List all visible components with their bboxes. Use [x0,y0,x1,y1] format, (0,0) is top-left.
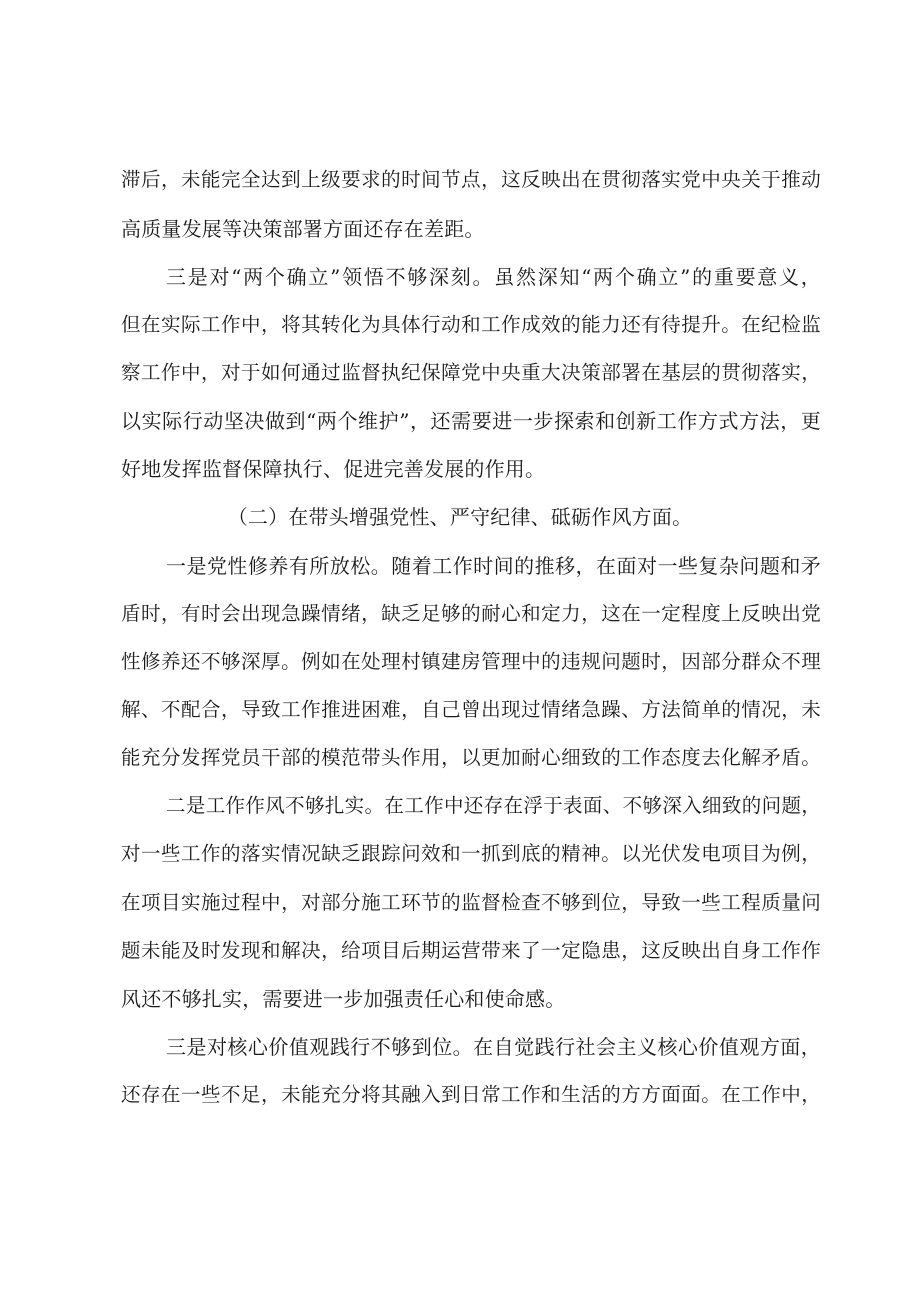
paragraph-line: 但在实际工作中，将其转化为具体行动和工作成效的能力还有待提升。在纪检监 [121,313,821,336]
paragraph-line: 风还不够扎实，需要进一步加强责任心和使命感。 [121,987,566,1011]
paragraph-line: 盾时，有时会出现急躁情绪，缺乏足够的耐心和定力，这在一定程度上反映出党 [121,602,821,625]
paragraph-line: 察工作中，对于如何通过监督执纪保障党中央重大决策部署在基层的贯彻落实， [121,361,821,384]
paragraph-line: 能充分发挥党员干部的模范带头作用，以更加耐心细致的工作态度去化解矛盾。 [121,746,821,769]
paragraph-line: 以实际行动坚决做到“两个维护”，还需要进一步探索和创新工作方式方法，更 [121,409,821,433]
paragraph-line: 好地发挥监督保障执行、促进完善发展的作用。 [121,457,546,481]
paragraph-line: 性修养还不够深厚。例如在处理村镇建房管理中的违规问题时，因部分群众不理 [121,650,821,673]
paragraph-line: 还存在一些不足，未能充分将其融入到日常工作和生活的方方面面。在工作中， [121,1083,821,1106]
paragraph-line: 二是工作作风不够扎实。在工作中还存在浮于表面、不够深入细致的问题， [166,794,821,817]
paragraph-line: 三是对核心价值观践行不够到位。在自觉践行社会主义核心价值观方面， [166,1035,821,1059]
section-heading: （二）在带头增强党性、严守纪律、砥砺作风方面。 [227,505,693,529]
paragraph-line: 题未能及时发现和解决，给项目后期运营带来了一定隐患，这反映出自身工作作 [121,939,821,962]
paragraph-line: 高质量发展等决策部署方面还存在差距。 [121,217,485,241]
paragraph-line: 一是党性修养有所放松。随着工作时间的推移，在面对一些复杂问题和矛 [166,554,821,578]
paragraph-line: 三是对“两个确立”领悟不够深刻。虽然深知“两个确立”的重要意义， [166,265,821,289]
paragraph-line: 解、不配合，导致工作推进困难，自己曾出现过情绪急躁、方法简单的情况，未 [121,698,821,721]
paragraph-line: 滞后，未能完全达到上级要求的时间节点，这反映出在贯彻落实党中央关于推动 [121,168,821,191]
paragraph-line: 在项目实施过程中，对部分施工环节的监督检查不够到位，导致一些工程质量问 [121,891,821,914]
paragraph-line: 对一些工作的落实情况缺乏跟踪问效和一抓到底的精神。以光伏发电项目为例， [121,842,821,865]
